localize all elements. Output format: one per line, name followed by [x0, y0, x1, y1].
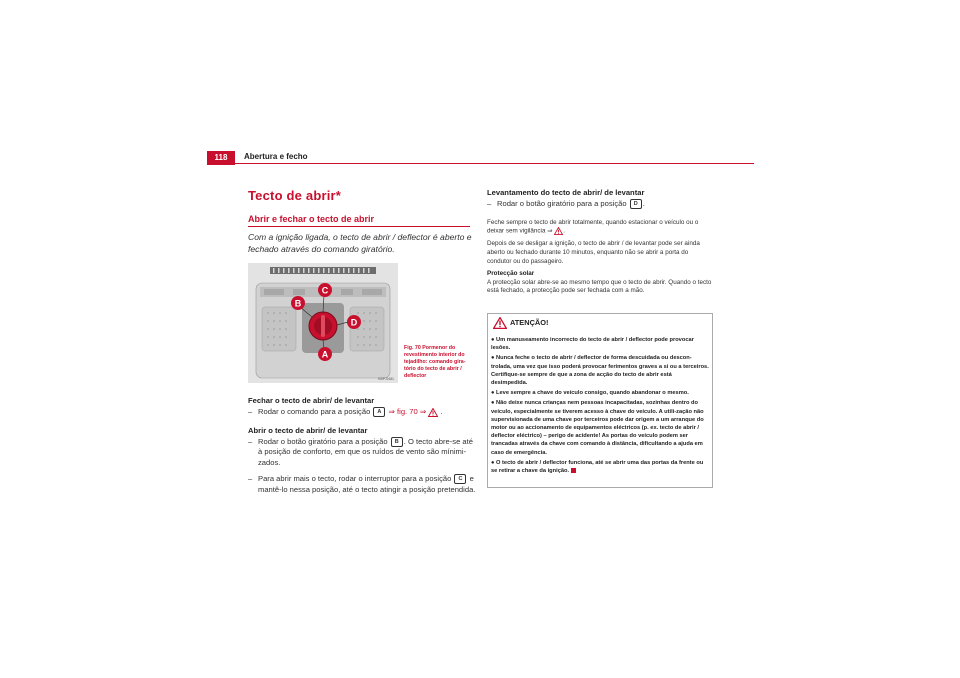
- paragraph-close-always: Feche sempre o tecto de abrir totalmente, quando estacionar o veículo ou o deixar sem vigilância ⇒ .: [487, 218, 699, 235]
- lead-paragraph: Com a ignição ligada, o tecto de abrir / deflector é aberto e fechado através do comando giratório.: [248, 232, 472, 254]
- warning-box: [487, 313, 713, 488]
- subsection-rule: [248, 226, 470, 227]
- warning-item: ● Leve sempre a chave do veículo consigo, quando abandonar o mesmo.: [491, 390, 689, 397]
- warning-item: ● O tecto de abrir / deflector funciona, até se abrir uma das portas da frente ou se retirar a chave da ignição.: [491, 459, 704, 475]
- warning-list: [491, 336, 709, 477]
- open-step-1: – Rodar o botão giratório para a posição B . O tecto abre-se até à posição de conforto, em que os ruídos de vento são mínimi-zados.: [248, 436, 473, 467]
- figure-caption: Fig. 70 Pormenor do revestimento interior do tejadilho: comando gira-tório do tecto de abrir / deflector: [404, 345, 466, 379]
- open-step-1-text: Rodar o botão giratório para a posição: [258, 436, 388, 446]
- lift-step-text: Rodar o botão giratório para a posição: [497, 199, 627, 208]
- roof-control-illustration: [248, 263, 398, 383]
- left-column: [248, 396, 476, 495]
- callout-a-label: A: [321, 349, 329, 360]
- warning-item: ● Um manuseamento incorrecto do tecto de abrir / deflector pode provocar lesões.: [491, 337, 694, 352]
- close-step-ref[interactable]: ⇒ fig. 70 ⇒: [388, 407, 427, 416]
- end-mark: [571, 468, 576, 473]
- dash: –: [248, 407, 253, 416]
- open-step-2: – Para abrir mais o tecto, rodar o interruptor para a posição C e mantê-lo nessa posição, até o tecto atingir a posição pretendida.: [248, 474, 476, 494]
- warning-item: ● Nunca feche o tecto de abrir / deflector de forma descuidada ou descon-trolada, uma vez que isso poderá provocar ferimentos graves a si ou a terceiros. Certifique-se sempre de que a zona de acção do tecto de abrir está desimpedida.: [491, 355, 709, 387]
- position-a-badge: A: [373, 407, 385, 417]
- lift-title: Levantamento do tecto de abrir/ de levantar: [487, 188, 645, 197]
- close-title: Fechar o tecto de abrir/ de levantar: [248, 396, 375, 405]
- open-title: Abrir o tecto de abrir/ de levantar: [248, 425, 368, 435]
- figure-code: B5P-0481: [378, 377, 394, 381]
- lift-step: – Rodar o botão giratório para a posição D .: [487, 199, 645, 208]
- section-title: Tecto de abrir*: [248, 188, 342, 203]
- warning-title: ATENÇÃO!: [510, 318, 549, 327]
- figure-roof-control: [248, 263, 398, 383]
- subsection-title: Abrir e fechar o tecto de abrir: [248, 214, 375, 224]
- header-rule: [207, 163, 754, 164]
- paragraph-solar-protection: A protecção solar abre-se ao mesmo tempo que o tecto de abrir. Quando o tecto está fechado, a protecção pode ser fechada com a mão.: [487, 278, 712, 295]
- position-c-badge: C: [454, 474, 466, 484]
- callout-d-label: D: [350, 317, 358, 328]
- close-step: – Rodar o comando para a posição A ⇒ fig. 70 ⇒ .: [248, 407, 443, 416]
- open-step-2-text: Para abrir mais o tecto, rodar o interruptor para a posição: [258, 474, 452, 483]
- position-d-badge: D: [630, 199, 642, 209]
- open-step-2-text-b: e mantê-lo nessa posição, até o tecto atingir a posição pretendida.: [258, 474, 476, 494]
- close-step-text: Rodar o comando para a posição: [258, 407, 371, 416]
- warning-triangle-icon: [428, 408, 438, 417]
- position-b-badge: B: [391, 437, 403, 447]
- callout-c-label: C: [321, 285, 329, 296]
- solar-protection-title: Protecção solar: [487, 270, 535, 278]
- running-head: Abertura e fecho: [244, 152, 308, 161]
- page-number: 118: [207, 151, 235, 165]
- warning-triangle-icon: [554, 227, 563, 235]
- right-column: [487, 188, 713, 296]
- paragraph-ignition: Depois de se desligar a ignição, o tecto de abrir / de levantar pode ser ainda aberto ou fechado durante 10 minutos, enquanto não se abrir a porta do condutor ou do passageiro.: [487, 240, 700, 265]
- open-step-1-text-b: . O tecto abre-se até à posição de conforto, em que os ruídos de vento são mínimi-zados.: [258, 436, 473, 467]
- paragraph-close-always-text: Feche sempre o tecto de abrir totalmente, quando estacionar o veículo ou o deixar sem vigilância ⇒: [487, 218, 699, 235]
- callout-b-label: B: [294, 298, 302, 309]
- warning-triangle-icon: [493, 317, 507, 329]
- warning-item: ● Não deixe nunca crianças nem pessoas incapacitadas, sozinhas dentro do veículo, especialmente se tiverem acesso à chave do veículo. A utili-zação não supervisionada de uma chave por terceiros pode dar origem a um arranque do motor ou ao accionamento de equipamentos eléctricos (p. ex. tecto de abrir / deflector eléctrico) – perigo de acidente! As portas do veículo podem ser trancadas através da chave com comando à distância, dificultando a ajuda em caso de emergência.: [491, 400, 704, 456]
